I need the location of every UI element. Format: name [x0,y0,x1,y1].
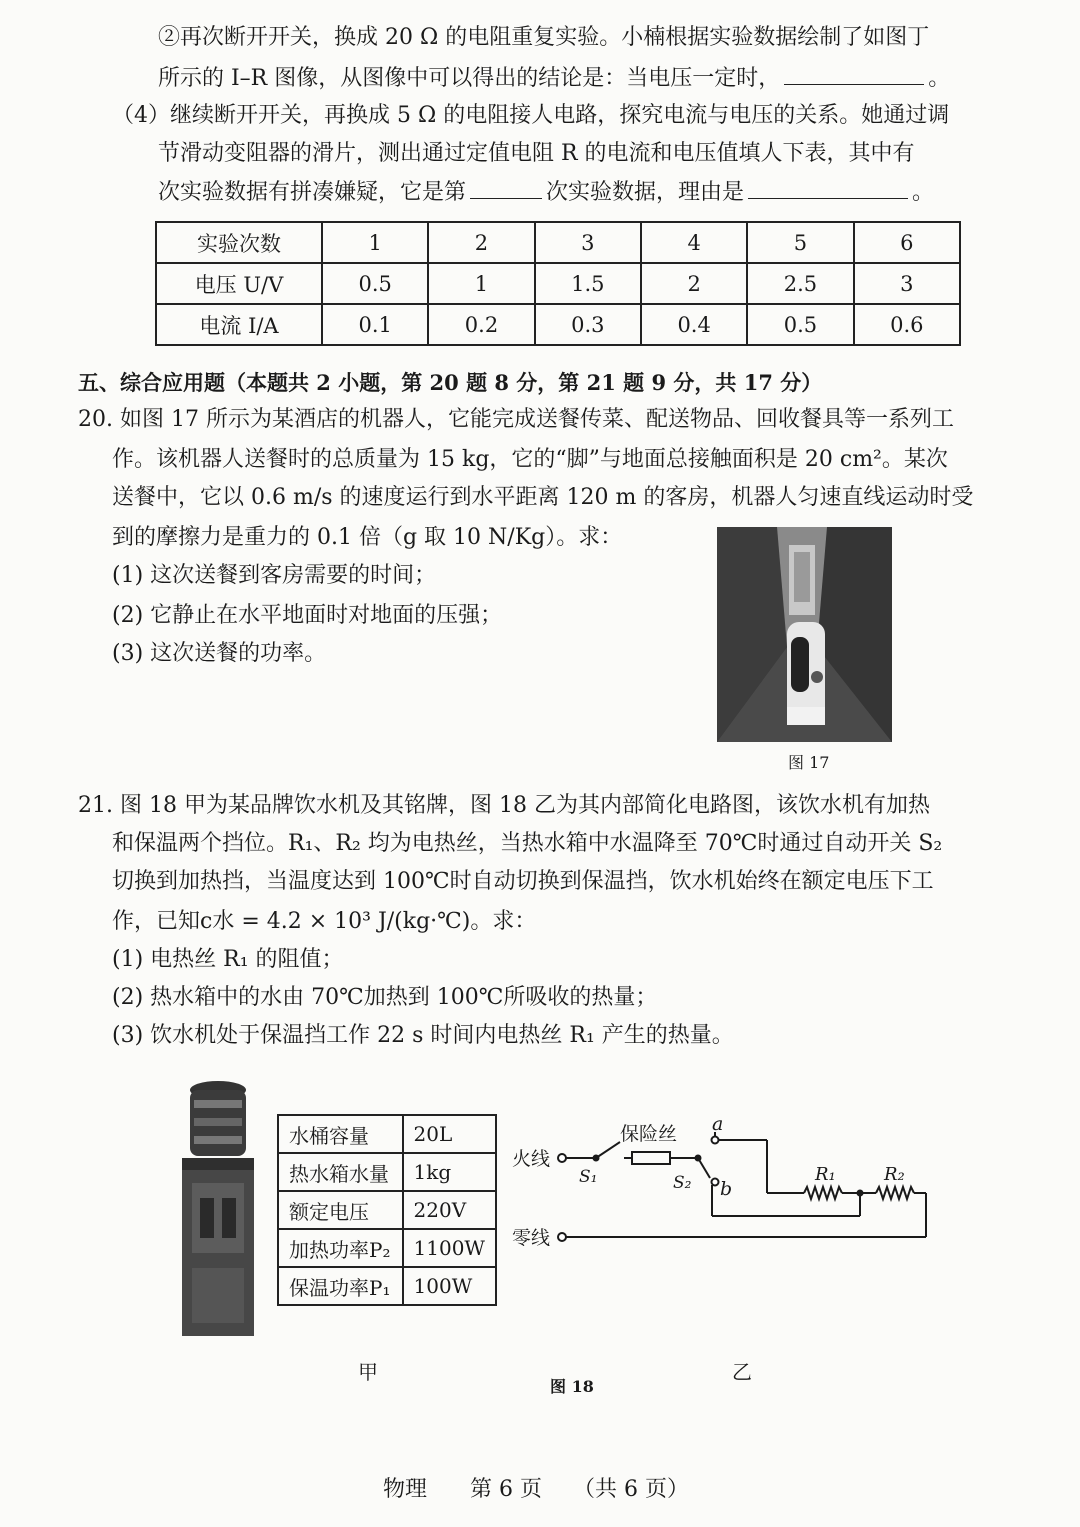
table-cell: 电流 I/A [156,304,322,345]
table-cell: 2 [428,222,534,263]
answer-blank-reason[interactable] [748,176,908,199]
part4-line3-end: 。 [912,180,935,205]
part3-line2 [158,62,950,95]
table-cell: 0.2 [428,304,534,345]
table-cell: 电压 U/V [156,263,322,304]
table-cell: 3 [854,263,960,304]
circuit-diagram [510,1110,940,1260]
table-cell: 保温功率P₁ [278,1267,403,1305]
part4-line3-text: 次实验数据有拼凑嫌疑，它是第 [158,180,467,205]
table-cell: 1.5 [535,263,641,304]
table-cell: 220V [403,1191,496,1229]
part4-line3-mid: 次实验数据，理由是 [546,180,745,205]
footer-page-number: 第 6 页 [470,1477,542,1502]
answer-blank-conclusion[interactable] [784,62,924,85]
live-wire-label: 火线 [512,1148,551,1170]
robot-photo [717,527,892,742]
table-cell: 6 [854,222,960,263]
nameplate-table [277,1114,497,1306]
q20-sub2: (2) 它静止在水平地面时对地面的压强； [112,603,503,628]
water-dispenser-image [178,1078,258,1340]
table-cell: 4 [641,222,747,263]
r2-label: R₂ [884,1164,905,1185]
table-cell: 额定电压 [278,1191,403,1229]
table-cell: 2 [641,263,747,304]
table-cell: 热水箱水量 [278,1153,403,1191]
neutral-wire-label: 零线 [512,1227,551,1249]
part4-line1: （4）继续断开开关，再换成 5 Ω 的电阻接人电路，探究电流与电压的关系。她通过调 [112,103,950,128]
table-row [156,222,960,263]
table-cell: 0.5 [322,263,428,304]
q21-line3: 切换到加热挡，当温度达到 100℃时自动切换到保温挡，饮水机始终在额定电压下工 [112,869,934,894]
q21-sub1: (1) 电热丝 R₁ 的阻值； [112,947,344,972]
table-cell: 1 [322,222,428,263]
fuse-label: 保险丝 [620,1123,678,1145]
answer-blank-trial[interactable] [470,176,542,199]
table-cell: 1100W [403,1229,496,1267]
table-cell: 水桶容量 [278,1115,403,1153]
terminal-b-label: b [720,1178,733,1200]
footer-subject: 物理 [383,1477,428,1502]
q20-line3: 送餐中，它以 0.6 m/s 的速度运行到水平距离 120 m 的客房，机器人匀速直线运动时受 [112,485,974,510]
q21-sub3: (3) 饮水机处于保温挡工作 22 s 时间内电热丝 R₁ 产生的热量。 [112,1023,734,1048]
table-cell: 2.5 [747,263,853,304]
figure-18-yi-label: 乙 [732,1360,752,1384]
table-row [278,1267,496,1305]
table-cell: 0.4 [641,304,747,345]
part3-line2-end: 。 [928,66,951,91]
figure-18-jia-label: 甲 [358,1360,378,1384]
r1-label: R₁ [815,1164,836,1185]
q20-line1: 20. 如图 17 所示为某酒店的机器人，它能完成送餐传菜、配送物品、回收餐具等一系列工 [78,407,954,432]
table-cell: 1kg [403,1153,496,1191]
table-cell: 100W [403,1267,496,1305]
experiment-data-table [155,221,961,346]
page-footer [383,1474,689,1506]
part3-line1: ②再次断开开关，换成 20 Ω 的电阻重复实验。小楠根据实验数据绘制了如图丁 [158,25,930,50]
table-cell: 5 [747,222,853,263]
table-cell: 0.3 [535,304,641,345]
q21-line4: 作，已知c水 = 4.2 × 10³ J/(kg·℃)。求： [112,909,537,934]
part4-line2: 节滑动变阻器的滑片，测出通过定值电阻 R 的电流和电压值填人下表，其中有 [158,141,915,166]
q21-line1: 21. 图 18 甲为某品牌饮水机及其铭牌，图 18 乙为其内部简化电路图，该饮水机有加热 [78,793,930,818]
table-cell: 1 [428,263,534,304]
q21-sub2: (2) 热水箱中的水由 70℃加热到 100℃所吸收的热量； [112,985,658,1010]
figure-17-caption: 图 17 [788,753,830,772]
part3-line2-text: 所示的 I–R 图像，从图像中可以得出的结论是：当电压一定时， [158,66,781,91]
table-cell: 加热功率P₂ [278,1229,403,1267]
terminal-a-label: a [712,1113,724,1135]
table-cell: 实验次数 [156,222,322,263]
q20-line2: 作。该机器人送餐时的总质量为 15 kg，它的“脚”与地面总接触面积是 20 cm²。某次 [112,447,948,472]
section-5-title: 五、综合应用题（本题共 2 小题，第 20 题 8 分，第 21 题 9 分，共 17 分） [78,370,823,395]
q20-sub3: (3) 这次送餐的功率。 [112,641,327,666]
s1-label: S₁ [579,1167,598,1187]
table-row [278,1153,496,1191]
table-row [278,1229,496,1267]
table-cell: 3 [535,222,641,263]
table-cell: 20L [403,1115,496,1153]
q21-line2: 和保温两个挡位。R₁、R₂ 均为电热丝，当热水箱中水温降至 70℃时通过自动开关 S₂ [112,831,943,856]
table-row [278,1115,496,1153]
table-row [156,263,960,304]
part4-line3 [158,176,934,209]
table-row [156,304,960,345]
s2-label: S₂ [673,1173,692,1193]
figure-18-caption: 图 18 [550,1377,594,1396]
q20-sub1: (1) 这次送餐到客房需要的时间； [112,563,437,588]
table-cell: 0.1 [322,304,428,345]
table-row [278,1191,496,1229]
footer-total-pages: （共 6 页） [573,1477,689,1502]
table-cell: 0.6 [854,304,960,345]
table-cell: 0.5 [747,304,853,345]
q20-line4: 到的摩擦力是重力的 0.1 倍（g 取 10 N/Kg）。求： [112,525,623,550]
